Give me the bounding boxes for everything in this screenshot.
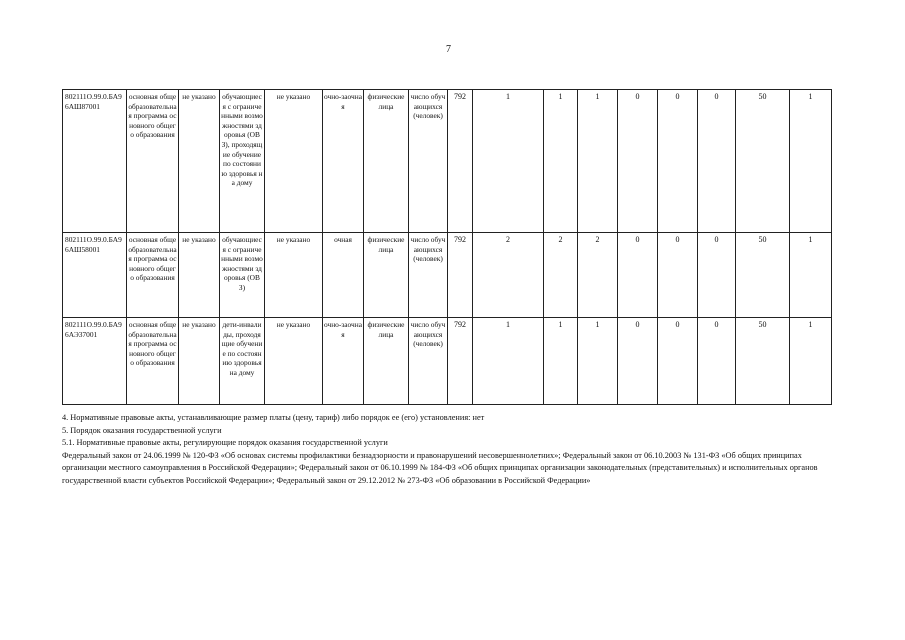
not-specified-cell: не указано xyxy=(179,318,220,405)
services-table xyxy=(62,89,832,405)
persons-cell: физические лица xyxy=(364,318,409,405)
laws-text: Федеральный закон от 24.06.1999 № 120-ФЗ «Об основах системы профилактики безнадзорности и правонарушений несовершеннолетних»; Федеральный закон от 06.10.2003 № 131-ФЗ «Об общих принципах организации местного самоуправления в Российской Федерации»; Федеральный закон от 06.10.1999 № 184-ФЗ «Об общих принципах организации законодательных (представительных) и исполнительных органов государственной власти субъектов Российской Федерации»; Федеральный закон от 29.12.2012 № 273-ФЗ «Об образовании в Российской Федерации» xyxy=(62,450,818,485)
not-specified-cell: не указано xyxy=(179,90,220,233)
value-cell: 1 xyxy=(473,318,544,405)
unit-cell: число обучающихся (человек) xyxy=(409,318,448,405)
category-cell: дети-инвалиды, проходящие обучение по состоянию здоровья на дому xyxy=(220,318,265,405)
value-cell: 0 xyxy=(658,318,698,405)
note-procedure-heading: 5. Порядок оказания государственной услуги xyxy=(62,425,222,435)
value-cell: 0 xyxy=(658,233,698,318)
value-cell: 2 xyxy=(473,233,544,318)
registry-code: 802111О.99.0.БА96АЭ37001 xyxy=(63,318,127,405)
value-cell: 50 xyxy=(736,90,790,233)
value-cell: 0 xyxy=(618,318,658,405)
table-row xyxy=(63,318,832,405)
registry-code: 802111О.99.0.БА96АШ58001 xyxy=(63,233,127,318)
okei-cell: 792 xyxy=(448,318,473,405)
unit-cell: число обучающихся (человек) xyxy=(409,233,448,318)
registry-code: 802111О.99.0.БА96АШ87001 xyxy=(63,90,127,233)
value-cell: 2 xyxy=(544,233,578,318)
table-row xyxy=(63,233,832,318)
not-specified-cell: не указано xyxy=(265,90,323,233)
category-cell: обучающиеся с ограниченными возможностями здоровья (ОВЗ), проходящие обучение по состоянию здоровья на дому xyxy=(220,90,265,233)
not-specified-cell: не указано xyxy=(265,318,323,405)
value-cell: 1 xyxy=(790,90,832,233)
not-specified-cell: не указано xyxy=(179,233,220,318)
program-cell: основная общеобразовательная программа основного общего образования xyxy=(127,233,179,318)
program-cell: основная общеобразовательная программа основного общего образования xyxy=(127,318,179,405)
program-cell: основная общеобразовательная программа основного общего образования xyxy=(127,90,179,233)
note-legal-acts-heading: 5.1. Нормативные правовые акты, регулирующие порядок оказания государственной услуги xyxy=(62,438,388,447)
value-cell: 50 xyxy=(736,318,790,405)
note-payment: 4. Нормативные правовые акты, устанавливающие размер платы (цену, тариф) либо порядок ее (его) установления: нет xyxy=(62,413,485,422)
form-cell: очная xyxy=(323,233,364,318)
persons-cell: физические лица xyxy=(364,233,409,318)
value-cell: 2 xyxy=(578,233,618,318)
notes-section xyxy=(62,412,832,487)
value-cell: 0 xyxy=(698,90,736,233)
value-cell: 1 xyxy=(544,90,578,233)
value-cell: 0 xyxy=(618,233,658,318)
page-number: 7 xyxy=(446,44,451,55)
value-cell: 1 xyxy=(790,233,832,318)
form-cell: очно-заочная xyxy=(323,318,364,405)
table-row xyxy=(63,90,832,233)
value-cell: 1 xyxy=(578,90,618,233)
value-cell: 0 xyxy=(618,90,658,233)
value-cell: 0 xyxy=(698,318,736,405)
not-specified-cell: не указано xyxy=(265,233,323,318)
value-cell: 1 xyxy=(473,90,544,233)
category-cell: обучающиеся с ограниченными возможностями здоровья (ОВЗ) xyxy=(220,233,265,318)
persons-cell: физические лица xyxy=(364,90,409,233)
value-cell: 1 xyxy=(544,318,578,405)
value-cell: 0 xyxy=(698,233,736,318)
form-cell: очно-заочная xyxy=(323,90,364,233)
okei-cell: 792 xyxy=(448,233,473,318)
okei-cell: 792 xyxy=(448,90,473,233)
value-cell: 0 xyxy=(658,90,698,233)
value-cell: 50 xyxy=(736,233,790,318)
unit-cell: число обучающихся (человек) xyxy=(409,90,448,233)
value-cell: 1 xyxy=(790,318,832,405)
value-cell: 1 xyxy=(578,318,618,405)
